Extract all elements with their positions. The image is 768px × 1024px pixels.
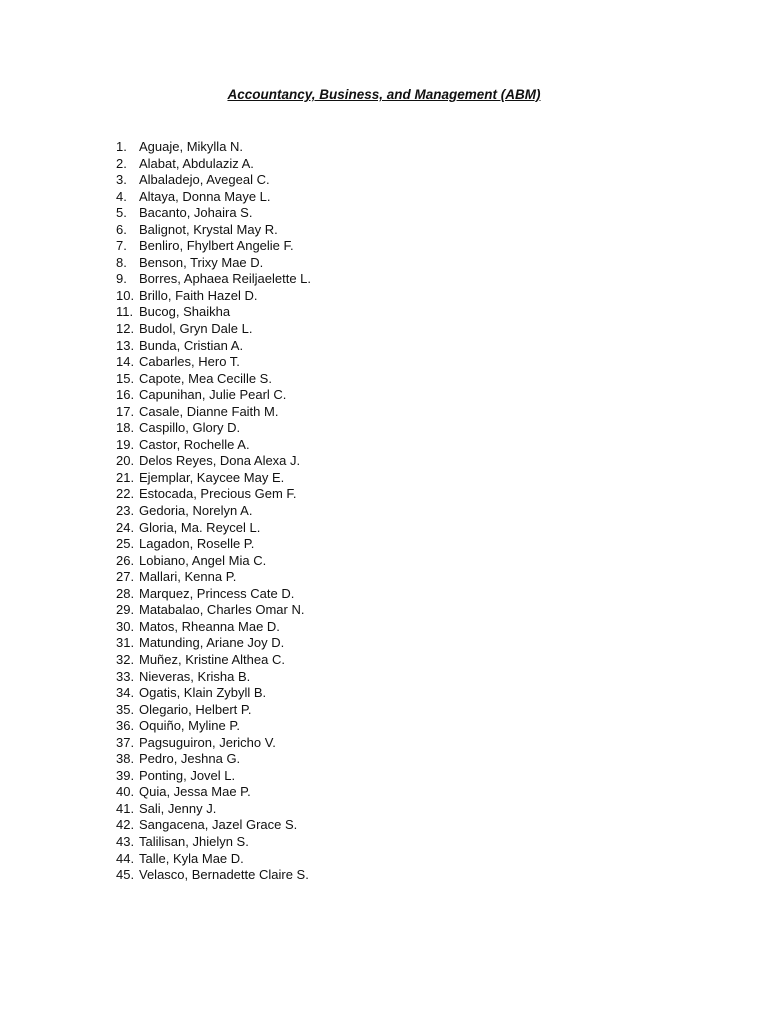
list-item — [116, 172, 311, 189]
list-item-number: 8. — [116, 254, 127, 270]
student-name: Capunihan, Julie Pearl C. — [139, 387, 287, 403]
list-item-number: 15. — [116, 370, 135, 386]
list-item-number: 22. — [116, 486, 135, 502]
student-name: Gloria, Ma. Reycel L. — [139, 519, 261, 535]
list-item — [116, 553, 311, 570]
student-name: Capote, Mea Cecille S. — [139, 370, 272, 386]
list-item-number: 26. — [116, 552, 135, 568]
list-item-number: 44. — [116, 850, 135, 866]
student-name: Talle, Kyla Mae D. — [139, 850, 244, 866]
list-item — [116, 834, 311, 851]
list-item — [116, 371, 311, 388]
student-name: Alabat, Abdulaziz A. — [139, 155, 254, 171]
list-item — [116, 685, 311, 702]
list-item — [116, 271, 311, 288]
list-item — [116, 718, 311, 735]
student-name: Oquiño, Myline P. — [139, 718, 240, 734]
list-item-number: 18. — [116, 420, 135, 436]
student-name: Castor, Rochelle A. — [139, 436, 250, 452]
student-name: Talilisan, Jhielyn S. — [139, 833, 249, 849]
list-item — [116, 453, 311, 470]
list-item-number: 5. — [116, 205, 127, 221]
list-item — [116, 784, 311, 801]
list-item-number: 38. — [116, 751, 135, 767]
student-name: Velasco, Bernadette Claire S. — [139, 867, 309, 883]
list-item-number: 30. — [116, 618, 135, 634]
list-item-number: 1. — [116, 139, 127, 154]
list-item-number: 13. — [116, 337, 135, 353]
list-item — [116, 536, 311, 553]
list-item-number: 36. — [116, 718, 135, 734]
student-name: Estocada, Precious Gem F. — [139, 486, 297, 502]
list-item-number: 21. — [116, 469, 135, 485]
student-name: Ejemplar, Kaycee May E. — [139, 469, 285, 485]
student-name: Bunda, Cristian A. — [139, 337, 244, 353]
student-name: Ponting, Jovel L. — [139, 767, 236, 783]
list-item — [116, 139, 311, 156]
list-item-number: 6. — [116, 221, 127, 237]
list-item-number: 32. — [116, 651, 135, 667]
list-item — [116, 851, 311, 868]
list-item-number: 24. — [116, 519, 135, 535]
student-name: Caspillo, Glory D. — [139, 420, 241, 436]
student-name: Muñez, Kristine Althea C. — [139, 651, 285, 667]
list-item-number: 10. — [116, 287, 135, 303]
student-name: Matabalao, Charles Omar N. — [139, 602, 305, 618]
list-item — [116, 503, 311, 520]
list-item-number: 14. — [116, 354, 135, 370]
student-name: Quia, Jessa Mae P. — [139, 784, 251, 800]
student-name: Olegario, Helbert P. — [139, 701, 252, 717]
list-item — [116, 867, 311, 884]
list-item — [116, 635, 311, 652]
list-item-number: 23. — [116, 503, 135, 519]
student-name: Mallari, Kenna P. — [139, 569, 237, 585]
student-name: Sangacena, Jazel Grace S. — [139, 817, 298, 833]
student-name: Albaladejo, Avegeal C. — [139, 172, 270, 188]
student-name: Altaya, Donna Maye L. — [139, 188, 271, 204]
list-item — [116, 288, 311, 305]
list-item — [116, 205, 311, 222]
list-item — [116, 569, 311, 586]
list-item-number: 41. — [116, 800, 135, 816]
student-name: Matos, Rheanna Mae D. — [139, 618, 280, 634]
student-name: Pagsuguiron, Jericho V. — [139, 734, 276, 750]
list-item — [116, 751, 311, 768]
list-item-number: 39. — [116, 767, 135, 783]
list-item — [116, 437, 311, 454]
list-item-number: 2. — [116, 155, 127, 171]
list-item-number: 19. — [116, 436, 135, 452]
list-item — [116, 321, 311, 338]
list-item-number: 12. — [116, 321, 135, 337]
list-item-number: 11. — [116, 304, 134, 320]
list-item — [116, 189, 311, 206]
student-name: Marquez, Princess Cate D. — [139, 585, 295, 601]
list-item — [116, 619, 311, 636]
document-title: Accountancy, Business, and Management (ABM) — [227, 87, 541, 102]
list-item — [116, 156, 311, 173]
student-name: Pedro, Jeshna G. — [139, 751, 241, 767]
student-name: Delos Reyes, Dona Alexa J. — [139, 453, 301, 469]
student-name: Matunding, Ariane Joy D. — [139, 635, 285, 651]
student-name: Brillo, Faith Hazel D. — [139, 287, 258, 303]
student-name: Lagadon, Roselle P. — [139, 536, 255, 552]
student-name: Borres, Aphaea Reiljaelette L. — [139, 271, 311, 287]
student-name: Sali, Jenny J. — [139, 800, 217, 816]
student-name: Lobiano, Angel Mia C. — [139, 552, 267, 568]
list-item — [116, 602, 311, 619]
list-item-number: 20. — [116, 453, 135, 469]
list-item — [116, 470, 311, 487]
list-item-number: 34. — [116, 685, 135, 701]
list-item — [116, 404, 311, 421]
list-item — [116, 238, 311, 255]
list-item-number: 37. — [116, 734, 135, 750]
list-item — [116, 255, 311, 272]
student-name: Bucog, Shaikha — [139, 304, 231, 320]
list-item — [116, 354, 311, 371]
list-item-number: 42. — [116, 817, 135, 833]
list-item — [116, 586, 311, 603]
list-item — [116, 817, 311, 834]
student-name: Budol, Gryn Dale L. — [139, 321, 253, 337]
student-name: Cabarles, Hero T. — [139, 354, 240, 370]
list-item — [116, 768, 311, 785]
list-item — [116, 338, 311, 355]
list-item-number: 16. — [116, 387, 135, 403]
list-item — [116, 652, 311, 669]
list-item-number: 31. — [116, 635, 135, 651]
list-item-number: 28. — [116, 585, 135, 601]
list-item-number: 45. — [116, 867, 135, 883]
list-item-number: 4. — [116, 188, 127, 204]
student-name: Benliro, Fhylbert Angelie F. — [139, 238, 294, 254]
student-name: Ogatis, Klain Zybyll B. — [139, 685, 267, 701]
list-item — [116, 387, 311, 404]
list-item — [116, 669, 311, 686]
list-item-number: 27. — [116, 569, 135, 585]
list-item-number: 35. — [116, 701, 135, 717]
list-item — [116, 486, 311, 503]
list-item-number: 25. — [116, 536, 135, 552]
student-name: Balignot, Krystal May R. — [139, 221, 278, 237]
list-item — [116, 222, 311, 239]
list-item — [116, 702, 311, 719]
list-item — [116, 735, 311, 752]
student-name: Nieveras, Krisha B. — [139, 668, 251, 684]
list-item-number: 9. — [116, 271, 127, 287]
list-item — [116, 801, 311, 818]
student-name: Casale, Dianne Faith M. — [139, 403, 279, 419]
student-name: Bacanto, Johaira S. — [139, 205, 253, 221]
list-item-number: 40. — [116, 784, 135, 800]
list-item — [116, 520, 311, 537]
list-item-number: 17. — [116, 403, 135, 419]
list-item-number: 29. — [116, 602, 135, 618]
list-item-number: 33. — [116, 668, 135, 684]
student-name: Aguaje, Mikylla N. — [139, 139, 244, 154]
list-item — [116, 420, 311, 437]
list-item-number: 3. — [116, 172, 127, 188]
student-list — [116, 139, 311, 884]
list-item-number: 7. — [116, 238, 127, 254]
student-name: Benson, Trixy Mae D. — [139, 254, 264, 270]
list-item-number: 43. — [116, 833, 135, 849]
student-name: Gedoria, Norelyn A. — [139, 503, 253, 519]
list-item — [116, 304, 311, 321]
